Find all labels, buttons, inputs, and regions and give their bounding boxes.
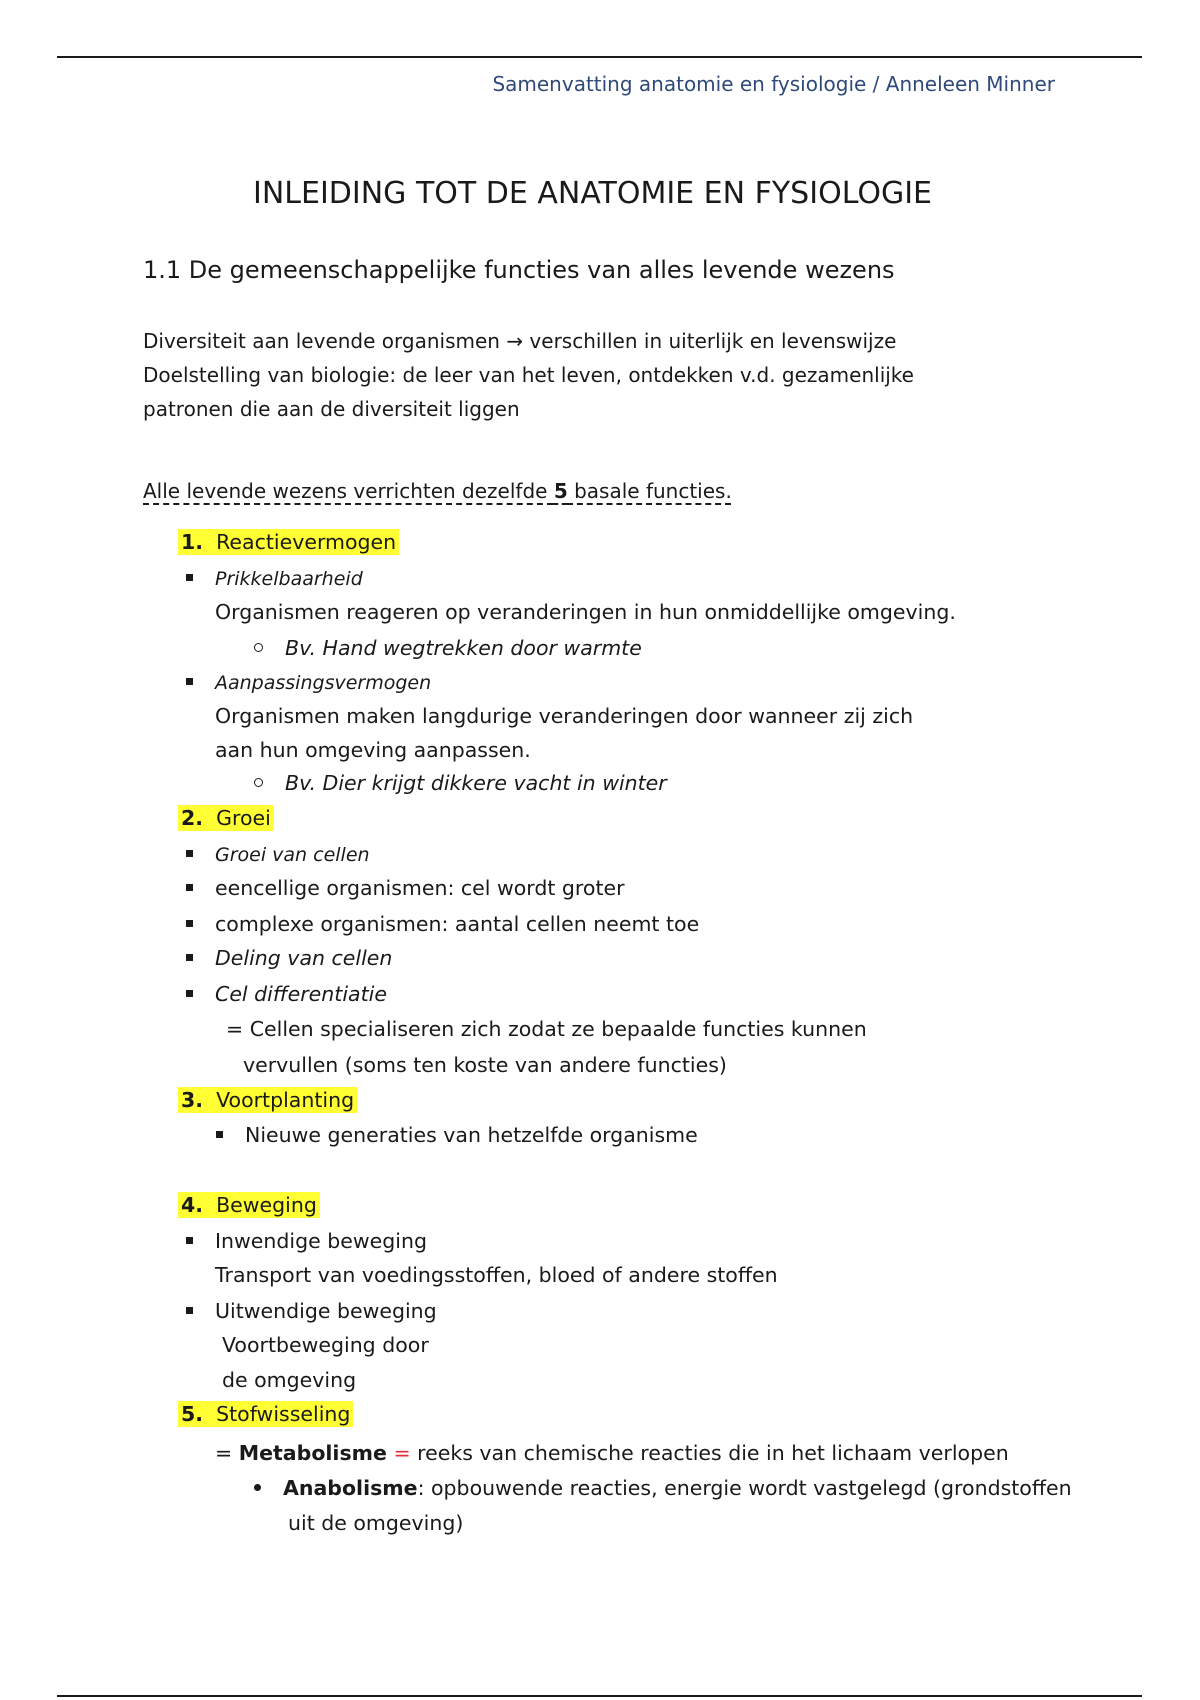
page-header: Samenvatting anatomie en fysiologie / Anneleen Minner [492,72,1055,96]
list-item: Deling van cellen [186,946,392,970]
function-heading-1: 1. Reactievermogen [178,530,399,554]
square-bullet-icon [186,920,193,927]
list-text: = Cellen specialiseren zich zodat ze bepaalde functies kunnen [226,1017,867,1041]
intro-paragraph [143,324,914,426]
circle-bullet-icon [254,778,263,787]
round-bullet-icon [254,1484,261,1491]
list-item: Cel differentiatie [186,982,387,1006]
bottom-rule [57,1695,1142,1697]
square-bullet-icon [186,954,193,961]
list-text: Voortbeweging door [222,1333,429,1357]
square-bullet-icon [186,1307,193,1314]
square-bullet-icon [216,1131,223,1138]
list-item: Bv. Hand wegtrekken door warmte [254,636,642,660]
list-item: complexe organismen: aantal cellen neemt toe [186,912,699,936]
function-heading-2: 2. Groei [178,806,274,830]
list-text: de omgeving [222,1368,357,1392]
top-rule [57,56,1142,58]
list-item: eencellige organismen: cel wordt groter [186,876,625,900]
list-item: Anabolisme: opbouwende reacties, energie wordt vastgelegd (grondstoffen [254,1476,1072,1500]
list-text: Transport van voedingsstoffen, bloed of andere stoffen [215,1263,778,1287]
list-item: Bv. Dier krijgt dikkere vacht in winter [254,771,667,795]
function-heading-4: 4. Beweging [178,1193,320,1217]
list-text: uit de omgeving) [288,1511,464,1535]
list-item: Nieuwe generaties van hetzelfde organisme [216,1123,698,1147]
function-heading-5: 5. Stofwisseling [178,1402,353,1426]
list-item: Prikkelbaarheid [186,566,363,590]
intro-line-2: Doelstelling van biologie: de leer van het leven, ontdekken v.d. gezamenlijke [143,363,914,387]
list-item: Aanpassingsvermogen [186,670,431,694]
section-heading: 1.1 De gemeenschappelijke functies van alles levende wezens [143,256,895,284]
list-text: aan hun omgeving aanpassen. [215,738,531,762]
square-bullet-icon [186,574,193,581]
square-bullet-icon [186,678,193,685]
function-heading-3: 3. Voortplanting [178,1088,357,1112]
intro-line-1: Diversiteit aan levende organismen → verschillen in uiterlijk en levenswijze [143,329,897,353]
intro-line-3: patronen die aan de diversiteit liggen [143,397,520,421]
list-text: Organismen reageren op veranderingen in hun onmiddellijke omgeving. [215,600,956,624]
square-bullet-icon [186,990,193,997]
metabolism-definition: = Metabolisme = reeks van chemische reacties die in het lichaam verlopen [215,1441,1009,1465]
basal-functions-statement: Alle levende wezens verrichten dezelfde 5 basale functies. [143,479,732,503]
page-title: INLEIDING TOT DE ANATOMIE EN FYSIOLOGIE [252,176,932,211]
square-bullet-icon [186,850,193,857]
list-text: Organismen maken langdurige veranderingen door wanneer zij zich [215,704,914,728]
list-item: Groei van cellen [186,842,370,866]
list-text: vervullen (soms ten koste van andere functies) [243,1053,727,1077]
square-bullet-icon [186,884,193,891]
list-item: Inwendige beweging [186,1229,427,1253]
list-item: Uitwendige beweging [186,1299,437,1323]
square-bullet-icon [186,1237,193,1244]
arrow-icon: → [506,329,524,353]
circle-bullet-icon [254,643,263,652]
